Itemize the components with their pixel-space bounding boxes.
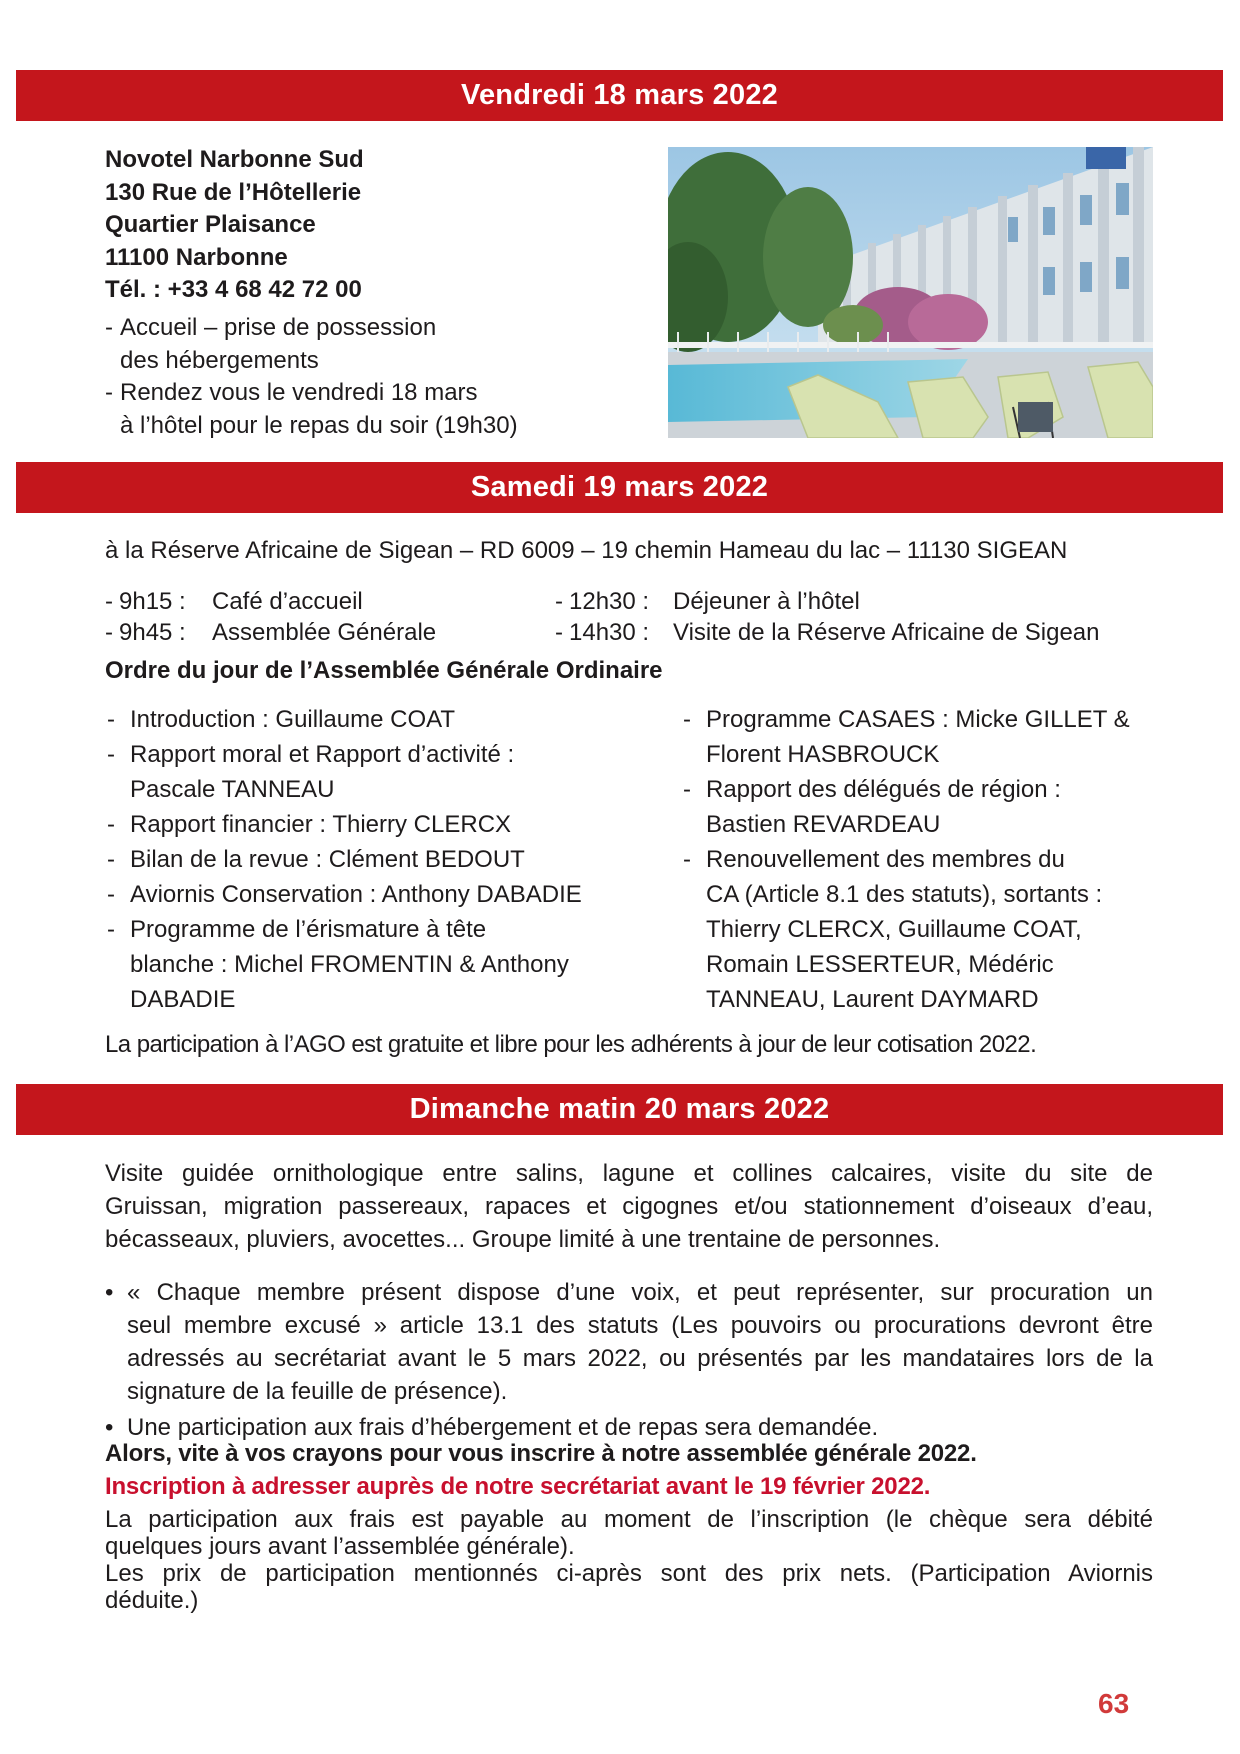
intro-line: bécasseaux, pluviers, avocettes... Groupe limité à une trentaine de personnes. [105,1226,941,1253]
schedule-time: 9h15 : [119,588,186,615]
item-line: Bastien REVARDEAU [706,811,941,838]
schedule-afternoon [555,588,1155,652]
item-line: Bilan de la revue : Clément BEDOUT [130,846,525,873]
dash-marker: - [555,588,563,615]
schedule-time: 9h45 : [119,619,186,646]
item-line: Aviornis Conservation : Anthony DABADIE [130,881,582,908]
phone: Tél. : +33 4 68 42 72 00 [105,276,362,303]
schedule-time: 12h30 : [569,588,650,615]
item-line: TANNEAU, Laurent DAYMARD [706,986,1039,1013]
payment-line: déduite.) [105,1587,199,1614]
bullet-marker: • [105,1414,114,1441]
schedule-activity: Café d’accueil [212,588,363,615]
item-line: Accueil – prise de possession [120,314,437,341]
item-line: des hébergements [120,346,319,374]
agenda-item [107,702,662,737]
hotel-name: Novotel Narbonne Sud [105,146,364,173]
district: Quartier Plaisance [105,211,316,238]
dash-marker: - [105,588,113,615]
agenda-item [107,807,662,842]
dash-marker: - [105,379,113,406]
section-header-sunday [16,1084,1223,1135]
item-line: Programme de l’érismature à tête [130,916,487,943]
intro-line: Visite guidée ornithologique entre salins, lagune et collines calcaires, visite du site de [105,1160,1153,1187]
item-line: Thierry CLERCX, Guillaume COAT, [706,916,1082,943]
agenda-item [683,842,1163,1017]
page-number: 63 [1098,1688,1130,1719]
agenda-title: Ordre du jour de l’Assemblée Générale Ordinaire [105,657,663,684]
city: 11100 Narbonne [105,243,288,271]
item-line: Rapport des délégués de région : [706,776,1061,803]
agenda-left-column [107,702,662,1017]
schedule-activity: Assemblée Générale [212,619,437,646]
dash-marker: - [107,811,115,838]
agenda-item [683,702,1163,772]
item-line: DABADIE [130,986,236,1013]
item-line: Pascale TANNEAU [130,776,335,803]
payment-line: Les prix de participation mentionnés ci-après sont des prix nets. (Participation Aviornis [105,1560,1153,1587]
schedule-row [555,619,1155,651]
sunday-bullets [105,1276,1153,1444]
agenda-item [107,842,662,877]
call-to-action: Alors, vite à vos crayons pour vous inscrire à notre assemblée générale 2022. [105,1440,977,1467]
bullet-marker: • [105,1279,114,1306]
venue-address: à la Réserve Africaine de Sigean – RD 6009 – 19 chemin Hameau du lac – 11130 SIGEAN [105,537,1068,564]
list-item [105,312,518,377]
schedule-activity: Visite de la Réserve Africaine de Sigean [673,619,1100,646]
item-line: blanche : Michel FROMENTIN & Anthony [130,951,569,978]
dash-marker: - [683,706,691,733]
section-title: Dimanche matin 20 mars 2022 [409,1093,830,1125]
dash-marker: - [107,881,115,908]
hotel-pool-photo [668,147,1153,438]
list-item [105,377,518,442]
dash-marker: - [107,741,115,768]
section-title: Vendredi 18 mars 2022 [461,79,778,111]
section-header-saturday [16,462,1223,513]
bullet-line: seul membre excusé » article 13.1 des statuts (Les pouvoirs ou procurations devront être [127,1312,1153,1339]
dash-marker: - [107,916,115,943]
bullet-line: Une participation aux frais d’hébergement et de repas sera demandée. [127,1414,879,1441]
item-line: Rapport financier : Thierry CLERCX [130,811,512,838]
bullet-line: signature de la feuille de présence). [127,1378,508,1405]
dash-marker: - [107,706,115,733]
item-line: Programme CASAES : Micke GILLET & [706,706,1130,733]
bullet-line: « Chaque membre présent dispose d’une voix, et peut représenter, sur procuration un [127,1279,1153,1306]
agenda-right-column [683,702,1163,1017]
bullet-item [105,1276,1153,1408]
agenda-item [107,912,662,1017]
schedule-row [105,588,545,620]
hotel-address [105,144,364,307]
dash-marker: - [683,846,691,873]
schedule-row [555,588,1155,620]
item-line: Renouvellement des membres du [706,846,1065,873]
schedule-time: 14h30 : [569,619,650,646]
item-line: Rapport moral et Rapport d’activité : [130,741,515,768]
payment-line: quelques jours avant l’assemblée générale). [105,1533,575,1560]
schedule-activity: Déjeuner à l’hôtel [673,588,860,615]
dash-marker: - [555,619,563,646]
agenda-item [683,772,1163,842]
item-line: CA (Article 8.1 des statuts), sortants : [706,881,1103,908]
dash-marker: - [683,776,691,803]
schedule-morning [105,588,545,652]
payment-info [105,1506,1153,1614]
payment-line: La participation aux frais est payable au moment de l’inscription (le chèque sera débité [105,1506,1153,1533]
item-line: à l’hôtel pour le repas du soir (19h30) [120,411,518,439]
item-line: Rendez vous le vendredi 18 mars [120,379,478,406]
intro-line: Gruissan, migration passereaux, rapaces et cigognes et/ou stationnement d’oiseaux d’eau, [105,1193,1153,1220]
agenda-item [107,737,662,807]
item-line: Florent HASBROUCK [706,741,940,768]
section-header-friday [16,70,1223,121]
sunday-intro [105,1157,1153,1256]
section-title: Samedi 19 mars 2022 [470,471,769,503]
dash-marker: - [107,846,115,873]
agenda-item [107,877,662,912]
registration-deadline: Inscription à adresser auprès de notre secrétariat avant le 19 février 2022. [105,1473,931,1500]
schedule-row [105,619,545,651]
friday-items [105,312,518,442]
bullet-line: adressés au secrétariat avant le 5 mars 2022, ou présentés par les mandataires lors de la [127,1345,1153,1372]
item-line: Romain LESSERTEUR, Médéric [706,951,1054,978]
item-line: Introduction : Guillaume COAT [130,706,456,733]
dash-marker: - [105,314,113,341]
ago-participation-note: La participation à l’AGO est gratuite et libre pour les adhérents à jour de leur cotisation 2022. [105,1031,1037,1058]
street: 130 Rue de l’Hôtellerie [105,178,362,206]
dash-marker: - [105,619,113,646]
